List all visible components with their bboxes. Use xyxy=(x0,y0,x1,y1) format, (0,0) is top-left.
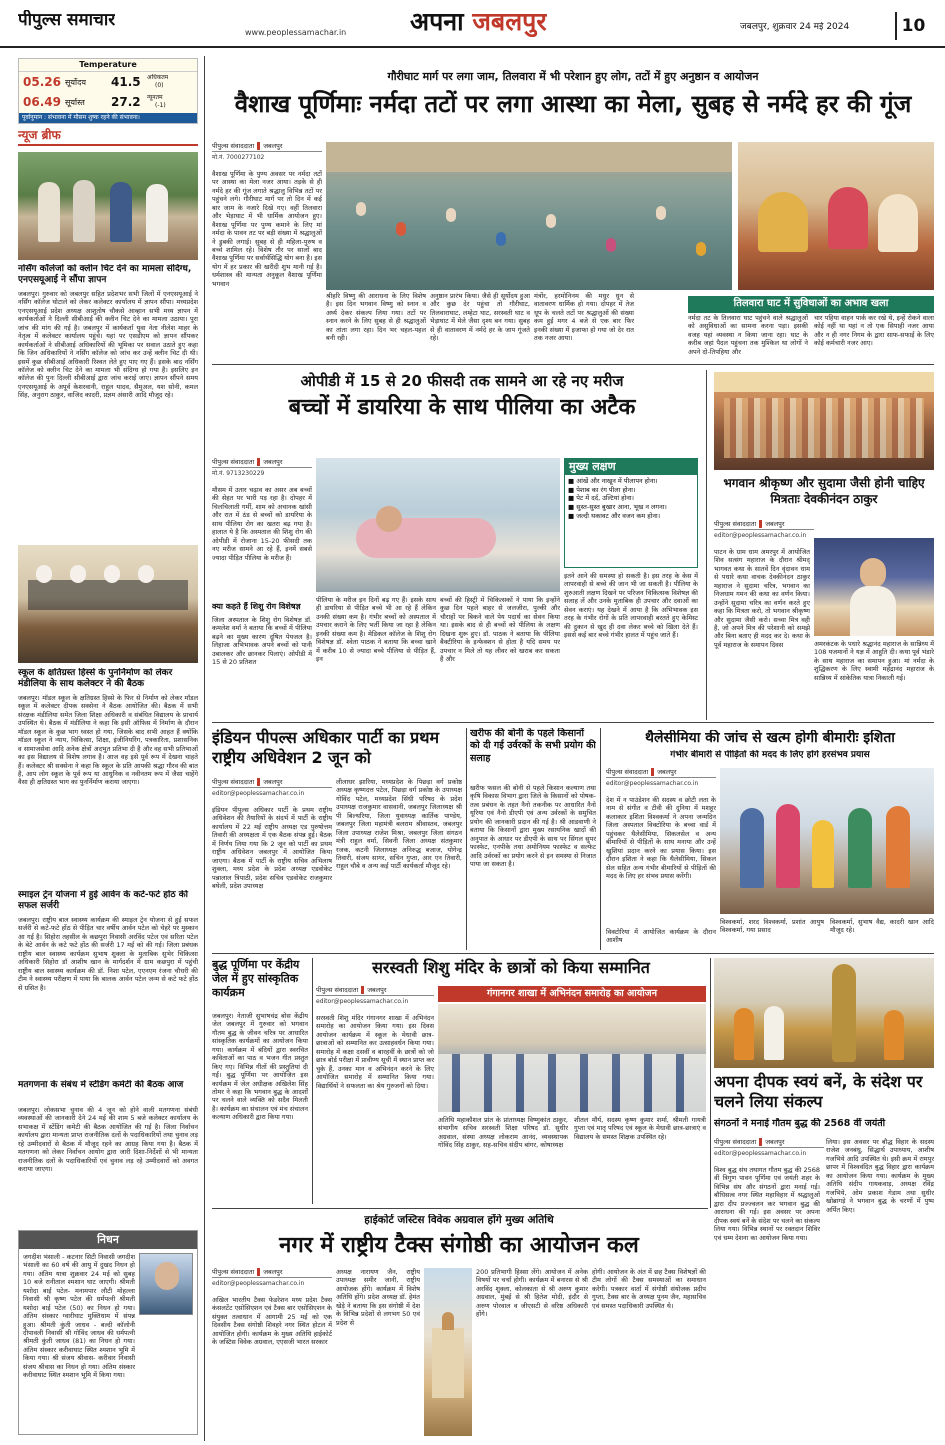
model-school-meeting-photo xyxy=(18,545,198,663)
thalassemia-city: जबलपुर xyxy=(657,768,677,776)
buddha-statue-photo xyxy=(714,958,934,1068)
deepak-kicker: संगठनों ने मनाई गौतम बुद्ध की 2568 वीं जयंती xyxy=(714,1118,886,1129)
tax-col2: अध्यक्ष नारायण जैन, राष्ट्रीय उपाध्यक्ष समीर जानी, राष्ट्रीय आयोजक होंगे। कार्यक्रम में विशेष अतिथि होंगे। प्रदेश अध्यक्ष डॉ. हेमंत खेड़े ने बताया कि इस संगोष्ठी में देश के विभिन्न प्रदेशों से लगभग 50 एवं प्रदेश से xyxy=(336,1268,420,1327)
thalassemia-email: editor@peoplessamachar.co.in xyxy=(606,780,699,788)
min-temp-label: न्यूनतम xyxy=(147,94,163,101)
obituary-title: निधन xyxy=(19,1231,197,1249)
lead-col3: अनुष्ठान प्रारंभ किया। जैसे ही सूर्योदय हुआ और कुछ देर पहुंचा तो गौरीघाट, तिलवाराघाट, लम्हेटा घाट, सरस्वती घाट व भेड़ाघाट में मेले जैसा दृश्य बन गया। सुबह से ही वातावरण में नर्मदे हर के जाप गूंजते रहे। xyxy=(430,292,530,343)
health-kicker: ओपीडी में 15 से 20 फीसदी तक सामने आ रहे नए मरीज xyxy=(300,372,624,390)
devkinandan-portrait xyxy=(814,538,934,636)
thalassemia-photo xyxy=(720,768,934,914)
obituary-text: जगदीश भंसाली - कटनार सिटी निवासी जगदीश भंसाली का 60 वर्ष की आयु में दुखद निधन हो गया। अंतिम यात्रा शुक्रवार 24 मई को सुबह 10 बजे रानीताल श्मशान घाट जाएगी। श्रीमती यशोदा बाई पटेल- मनामपार लौटी मोहल्ला निवासी श्री कृष्ण पटेल की धर्मपत्नी श्रीमती यशोदा बाई पटेल (50) का निधन हो गया। अंतिम संस्कार ग्वारीघाट मुक्तिधाम में संपन्न हुआ। श्रीमती कुंती जाधव - बल्दी कॉलोनी दीपावली निवासी श्री गोविंद जाधव की धर्मपत्नी श्रीमती कुंती जाधव (81) का निधन हो गया। अंतिम संस्कार करीवाघाट स्थित श्मशान भूमि में किया गया। श्री संजय श्रीवास- करीवार निवासी संजय श्रीवास का निधन हो गया। अंतिम संस्कार करीवाघाट स्थित श्मशान भूमि में किया गया। xyxy=(23,1253,135,1380)
jail-body: जबलपुर। नेताजी सुभाषचंद्र बोस केंद्रीय जेल जबलपुर में गुरुवार को भगवान गौतम बुद्ध के जीवन चरित्र पर आधारित सांस्कृतिक कार्यक्रमों का आयोजन किया गया। कार्यक्रम में बंदियों द्वारा स्वरचित कविताओं का पाठ व भजन गीत प्रस्तुत किए गए। विभिन्न गीतों की प्रस्तुतियां दी गईं। बुद्ध पूर्णिमा पर आयोजित इस कार्यक्रम में जेल अधीक्षक अखिलेश सिंह तोमर ने कहा कि भगवान बुद्ध के आदर्शों पर चलने वाले व्यक्ति को सदैव मिलती है। कार्यक्रम का संचालन एवं मंच संचालन कल्याण अधिकारी द्वारा किया गया। xyxy=(212,1012,308,1122)
tax-email: editor@peoplessamachar.co.in xyxy=(212,1280,305,1288)
lead-mobile: मो.नं. 7000277102 xyxy=(212,154,265,162)
lead-headline: वैशाख पूर्णिमाः नर्मदा तटों पर लगा आस्था का मेला, सुबह से नर्मदे हर की गूंज xyxy=(234,90,912,118)
devki-reporter: पीपुल्स संवाददाता xyxy=(714,520,757,528)
weather-box xyxy=(18,58,198,124)
max-temp-label: अधिकतम xyxy=(147,74,169,81)
brief-item4-body: जबलपुर। लोकसभा चुनाव की 4 जून को होने वाली मतगणना संबंधी व्यवस्थाओं की जानकारी देने 24 मई की शाम 5 बजे कलेक्टर कार्यालय के सभाकक्ष में स्टेंडिंग कमेटी की बैठक आयोजित की गई है। जिला निर्वाचन कार्यालय द्वारा मान्यता प्राप्त राजनीतिक दलों के पदाधिकारियों तथा चुनाव लड़ रहे उम्मीदवारों से बैठक में मौजूद रहने का आग्रह किया गया है। बैठक में मतगणना को लेकर निर्वाचन आयोग द्वारा जारी दिशा-निर्देशों से भी मान्यता राजनीतिक दलों के पदाधिकारियों एवं चुनाव लड़ रहे उम्मीदवारों को अवगत कराया जाएगा। xyxy=(18,1106,198,1174)
lead-col1: वैशाख पूर्णिमा के पुण्य अवसर पर नर्मदा तटों पर आस्था का मेला नजर आया। तड़के से ही नर्मदे हर की गूंज लगाते श्रद्धालु विभिन्न तटों पर पहुंचने लगे। गौरीघाट मार्ग पर तो दिन में कई बार जाम के नजारे दिखे गए। वहीं तिलवारा और भेड़ाघाट में भी धार्मिक आयोजन हुए। वैशाख पूर्णिमा पर पुण्य कमाने के लिए मां नर्मदा के पावन तट पर बड़ी संख्या में श्रद्धालुओं ने डुबकी लगाई। सुबह से ही महिला-पुरुष व बच्चे शामिल रहे। विशेष तौर पर सालों बाद वैशाख पूर्णिमा पर सर्वार्थसिद्धि योग बना है। इस योग में हर प्रकार की खरीदी शुभ मानी गई है। धर्मशास्त्र की मान्यता अनुकूल वैशाख पूर्णिमा भगवान xyxy=(212,170,322,288)
ipap-headline: इंडियन पीपल्स अधिकार पार्टी का प्रथम राष्ट्रीय अधिवेशन 2 जून को xyxy=(212,728,440,767)
section-title xyxy=(410,6,547,37)
tax-reporter: पीपुल्स संवाददाता xyxy=(212,1268,255,1276)
tax-city: जबलपुर xyxy=(263,1268,283,1276)
weather-forecast: पूर्वानुमान : संभावना में मौसम शुष्क रहने की संभावना। xyxy=(19,113,198,123)
deepak-col1: विश्व बुद्ध संघ तथागत गौतम बुद्ध की 2568 वीं त्रिगुण पावन पूर्णिमा एवं जयंती शहर के विभिन्न संघ और संगठनों द्वारा मनाई गई। बौधिसत्व नगर स्थित महाविहार में श्रद्धालुओं द्वारा दीप प्रज्ज्वलन कर भगवान बुद्ध की आराधना की गई। इस अवसर पर अपना दीपक स्वयं बनें के संदेश पर चलने का संकल्प लिया गया। विभिन्न स्थानों पर रक्तदान शिविर एवं धम्म देशना का आयोजन किया गया। xyxy=(714,1166,820,1242)
symptom-item: ■ जल्दी थकावट और वजन कम होना। xyxy=(568,511,661,520)
health-mobile: मो.नं. 9713230229 xyxy=(212,470,265,478)
brief-item2-headline: स्कूल के क्षतिग्रस्त हिस्से के पुनर्निर्माण को लेकर मंडीलिया के साथ कलेक्टर ने की बैठक xyxy=(18,668,173,690)
tilwara-sidebox-col2: चार पहिया वाहन पार्क कर रखे थे, इन्हें रोकने वाला कोई नहीं था यहां न तो एक सिपाही नजर आया और न ही नगर निगम के द्वारा साफ-सफाई के लिए कोई कर्मचारी नजर आए। xyxy=(814,314,934,348)
devki-col1: पाटन के ग्राम धाम अमरपुर में आयोजित शिव सत्संग महाराज के दौरान श्रीमद् भागवत कथा के सातवें दिन वृंदावन धाम से पधारे कथा वाचक देवकीनंदन ठाकुर महाराज ने सुदामा चरित्र, भगवान का निजधाम गमन की कथा का वर्णन किया। उन्होंने सुदामा चरित्र का वर्णन करते हुए कहा कि मित्रता करो, तो भगवान श्रीकृष्ण और सुदामा जैसी करो। सच्चा मित्र वही है, जो अपने मित्र की परेशानी को समझे और बिना बताए ही मदद कर दे। कथा के पूर्व महाराज के समापन दिवस xyxy=(714,548,810,649)
symptoms-list xyxy=(565,475,697,523)
thalassemia-caption2: विश्वकर्मा, सुभाष वैद्य, कादरी खान आदि मौजूद रहे। xyxy=(830,918,934,935)
page-number: 10 xyxy=(895,12,930,40)
tilwara-sidebox-col1: नर्मदा तट के तिलवारा घाट पहुंचने वाले श्रद्धालुओं को असुविधाओं का सामना करना पड़ा। इसकी वजह यहां व्यवस्था न किया जाना रहा। घाट के करीब जहां पैदल पहुंचना तक मुश्किल था लोगों ने अपने दो-तिपहिया और xyxy=(688,314,808,356)
website-url: www.peoplessamachar.in xyxy=(245,28,347,37)
health-byline xyxy=(212,458,312,481)
narmada-bathing-photo xyxy=(326,142,732,290)
weather-title: Temperature xyxy=(19,59,197,72)
lead-byline xyxy=(212,142,322,165)
ipap-email: editor@peoplessamachar.co.in xyxy=(212,790,305,798)
devki-col2: अमरकंटक के पधारे श्रद्धानंद महाराज के सान्निध्य में 108 यजमानों ने यज्ञ में आहुति दी। कथा पूर्व भंडारे के साथ महाराज का समापन हुआ। मां नर्मदा के शुद्धिकरण के लिए स्वामी महेंद्रानंद महाराज के सान्निध्य में सांकेतिक यात्रा निकाली गई। xyxy=(814,640,934,682)
devki-city: जबलपुर xyxy=(765,520,785,528)
thalassemia-byline xyxy=(606,768,716,791)
health-col4: इतने आने की समस्या हो सकती है। इस तरह के केस में लापरवाही से बच्चे की जान भी जा सकती है। पीलिया के शुरुआती लक्षण दिखने पर परिजन चिकित्सक विशेषज्ञ की सलाह लें और उनके मुताबिक ही उपचार और दवाओं का सेवन कराएं। यह देखने में आया है कि अभिभावक इस तरह के गंभीर रोगों के प्रति लापरवाही बरतते हुए केमिस्ट की दुकान से खुद ही दवा लेकर बच्चे को खिला देते हैं। इससे कई बार बच्चे गंभीर हालत में पहुंच जाते हैं। xyxy=(564,572,698,640)
max-temp: 41.5 xyxy=(111,75,141,89)
brand-logo: पीपुल्स समाचार xyxy=(18,10,116,30)
section-title-part-a: अपना xyxy=(410,7,464,36)
tax-headline: नगर में राष्ट्रीय टैक्स संगोष्ठी का आयोजन कल xyxy=(279,1233,639,1258)
deepak-city: जबलपुर xyxy=(765,1138,785,1146)
high-court-photo xyxy=(424,1268,472,1436)
devki-headline: भगवान श्रीकृष्ण और सुदामा जैसी होनी चाहिए मित्रताः देवकीनंदन ठाकुर xyxy=(723,476,925,506)
issue-date: जबलपुर, शुक्रवार 24 मई 2024 xyxy=(740,22,850,32)
lead-reporter: पीपुल्स संवाददाता xyxy=(212,142,255,150)
obituary-box xyxy=(18,1230,198,1435)
lead-city: जबलपुर xyxy=(263,142,283,150)
brief-item4-headline: मतगणना के संबंध में स्टेंडिंग कमेटी की बैठक आज xyxy=(18,1080,184,1090)
masthead xyxy=(0,0,945,48)
tax-col1: अखिल भारतीय टैक्स फेडरेशन मध्य प्रदेश टैक्स कंसलटेंट एसोसिएशन एवं टैक्स बार एसोसिएशन के संयुक्त तत्वाधान में आगामी 25 मई को एक दिवसीय टैक्स संगोष्ठी शिवहरे नगर स्थित होटल में आयोजित होगी। कार्यक्रम के मुख्य अतिथि हाईकोर्ट के जस्टिस विवेक अग्रवाल, एएसजी भारत सरकार xyxy=(212,1296,332,1347)
saraswati-banner: गंगानगर शाखा में अभिनंदन समारोह का आयोजन xyxy=(438,986,706,1002)
jail-headline: बुद्ध पूर्णिमा पर केंद्रीय जेल में हुए सांस्कृतिक कार्यक्रम xyxy=(212,958,300,999)
devki-byline xyxy=(714,520,814,543)
brief-item1-body: जबलपुर। गुरुवार को जबलपुर सहित प्रदेशभर सभी जिलों में एनएसयूआई ने नर्सिंग कॉलेज घोटाले को लेकर कलेक्टर कार्यालय में ज्ञापन सौंपा। मध्यप्रदेश एनएसयूआई प्रदेश अध्यक्ष आशुतोष चौकसे आव्हान सभी मध्य ज्ञापन में कार्यकर्ताओं ने दिल्ली सीबीआई की क्लीन चिट देने का मामला उठाया। पूरा जांच की मांग की गई है। जबलपुर में कार्यकर्ता युवा नेता नीलेश माहर के नेतृत्व में कलेक्टर कार्यालय पहुंचे। यहां पर एसडीएम को ज्ञापन सौंपकर कार्यकर्ताओं ने सीबीआई अधिकारियों की भूमिका पर सवाल उठाते हुए कहा कि जिन अधिकारियों ने नर्सिंग कॉलेज को जांच कर उन्हें क्लीन चिट दी थी। इसमें कुछ सीबीआई अधिकारी रिश्वत लेते हुए पाए गए हैं। इसके बाद नर्सिंग कॉलेज को क्लीन चिट देने का मामला भी संदिग्ध हो गया है। इसलिए इन कॉलेज की पुनः दिल्ली सीबीआई द्वारा जांच कराई जाए। ज्ञापन सौंपने समय एनएसयूआई के अपूर्व केशरवानी, राहुल यादव, सैमुअल, यश सोनी, कमल सिंह, अनुराग ठाकुर, वाजिद कादरी, प्रज्ञम अंसारी आदि मौजूद रहे। xyxy=(18,290,198,400)
ipap-city: जबलपुर xyxy=(263,778,283,786)
min-temp: 27.2 xyxy=(111,95,141,109)
thalassemia-col2: विक्टोरिया में आयोजित कार्यक्रम के दौरान आशीष xyxy=(606,928,716,945)
child-patient-photo xyxy=(316,458,560,592)
brief-item2-body: जबलपुर। मॉडल स्कूल के क्षतिग्रस्त हिस्से के फिर से निर्माण को लेकर मॉडल स्कूल में कलेक्टर दीपक सक्सेना ने बैठक आयोजित की। बैठक में सभी संरक्षक मंडीलिया समेत जिला शिक्षा अधिकारी व संबंधित विद्यालय के प्राचार्य उपस्थित थे। बैठक में मंडीलिया ने कहा कि इसी ऑफिस में निर्माण के दौरान मॉडल स्कूल के कुछ भाग ध्वस्त हो गया, जिसके बाद सभी आहत हैं क्योंकि मॉडल स्कूल ने न्याय, चिकित्सा, शिक्षा, इंजीनियरिंग, पत्रकारिता, प्रशासनिक व सामाजसेवा आदि अनेक क्षेत्रों अदभुत प्रतिभा दी है और वह सभी प्रतिभाओं का इस विद्यालय से विशेष लगाव है। आज वह इसे पूर्व रूप में देखना चाहते हैं। कलेक्टर श्री सक्सेना ने कहा कि स्कूल के प्रति आपकी श्रद्धा गौरव की बात है, आप लोग स्कूल के पूर्व रूप या आधुनिक व नवीनतम रूप में जैसा चाहेंगे वैसा ही क्षतिग्रस्त भाग का पुनर्निर्माण कराया जाएगा। xyxy=(18,694,198,787)
ipap-col1: इंडियन पीपुल्स अधिकार पार्टी के प्रथम राष्ट्रीय अधिवेशन की तैयारियों के संदर्भ में पार्टी के राष्ट्रीय कार्यालय में 22 मई राष्ट्रीय अध्यक्ष एड पुरुषोत्तम तिवारी की अध्यक्षता में एक बैठक संपन्न हुई। बैठक में निर्णय लिया गया कि 2 जून को पार्टी का प्रथम राष्ट्रीय अधिवेशन जबलपुर में आयोजित किया जाएगा। बैठक में पार्टी के राष्ट्रीय सचिव अभिलाष शुक्ला, मध्य प्रदेश के प्रदेश अध्यक्ष एडवोकेट पन्नालाल त्रिपाठी, प्रदेश सचिव एडवोकेट राजकुमार बघेली, प्रदेश उपाध्यक्ष xyxy=(212,806,332,890)
brief-item3-headline: स्माइल ट्रेन योजना में हुई आर्वन के कटे-फटे होंठ की सफल सर्जरी xyxy=(18,890,188,912)
thalassemia-col1: देश में न पाउंडेशन की सदस्य व छोटी लता के नाम से संगीत व टीवी की दुनिया में मशहूर कलाकार इशिता विश्वकर्मा ने अपना जन्मदिन जिला अस्पताल विक्टोरिया के बच्चा वार्ड में पहुंचकर थैलेसीमिया, सिकलसेल व अन्य बीमारियों से पीड़ितों के साथ मनाया और उन्हें खुशियां प्रदान करने का प्रयास किया। इस दौरान इशिता ने कहा कि थैलेसीमिया, सिकल सेल सहित अन्य गंभीर बीमारियों से पीड़ितों की मदद के लिए हर संभव प्रयास करेंगी। xyxy=(606,796,716,880)
ghat-ritual-photo xyxy=(738,142,934,290)
saraswati-reporter: पीपुल्स संवाददाता xyxy=(316,986,359,994)
thalassemia-reporter: पीपुल्स संवाददाता xyxy=(606,768,649,776)
deepak-byline xyxy=(714,1138,824,1161)
kharif-headline: खरीफ की बोनी के पहले किसानों को दी गई उर्वरकों के सभी प्रयोग की सलाह xyxy=(470,728,596,764)
lead-col2: श्रीहरि विष्णु की आराधना के लिए विशेष है। इस दिन भगवान विष्णु को स्नान व अर्घ्य देकर संकल्प लिया गया। तटों पर स्नान करने के लिए सुबह से ही श्रद्धालुओं का तांता लगा रहा। दिन भर चहल-पहल बनी रही। xyxy=(326,292,426,343)
crowd-photo xyxy=(714,372,934,470)
thalassemia-caption1: विश्वकर्मा, शरद विश्वकर्मा, प्रशांत आयुष विश्वकर्मा, गया प्रसाद xyxy=(720,918,824,935)
thalassemia-kicker: गंभीर बीमारी से पीड़ितों की मदद के लिए होंगे हरसंभव प्रयास xyxy=(670,750,870,760)
sunset-time: 06.49 xyxy=(23,95,61,109)
min-temp-delta: (-1) xyxy=(155,102,166,109)
saraswati-col3: शीतल मौर्य, सदस्य कृष्ण कुमार शर्मा, श्रीमती गायत्री गुप्ता एवं मातृ परिषद एवं स्कूल के मेधावी छात्र-छात्राएं व विद्यालय के समस्त शिक्षक उपस्थित रहे। xyxy=(574,1116,706,1141)
nsui-photo xyxy=(18,152,198,260)
devki-email: editor@peoplessamachar.co.in xyxy=(714,532,807,540)
symptom-item: ■ सुस्त-सुस्त बुखार आना, भूख न लगना। xyxy=(568,503,667,512)
health-city: जबलपुर xyxy=(263,458,283,466)
saraswati-col1: सरस्वती शिशु मंदिर गंगानगर शाखा में अभिनंदन समारोह का आयोजन किया गया। इस दिवस आयोजन कार्यक्रम में स्कूल के मेधावी छात्र-छात्राओं को सम्मानित कर उत्साहवर्धन किया गया। समारोह में कक्षा दसवीं व बारहवीं के छात्रों को जो छात्र बोर्ड परीक्षा में प्रावीण्य सूची में स्थान प्राप्त कर चुके हैं, उनका मान व अभिनंदन करने के लिए आयोजित समारोह में सम्मानित किया गया। विद्यार्थियों ने सफलता का श्रेय गुरुजनों को दिया। xyxy=(316,1014,434,1090)
health-col2: पीलिया के मरीज इन दिनों बढ़ गए हैं। इसके साथ ही डायरिया से पीड़ित बच्चे भी आ रहे हैं लेकिन उनकी संख्या कम है। गंभीर बच्चों को अस्पताल में उपचार कराने के लिए भर्ती किया जा रहा है लेकिन इनकी संख्या कम है। मेडिकल कॉलेज के शिशु रोग विशेषज्ञ डॉ. श्वेता पाठक ने बताया कि बच्चा खाने में करीब 10 से ज्यादा बच्चे पीलिया से पीड़ित हैं, इन xyxy=(316,596,436,664)
news-brief-title: न्यूज ब्रीफ xyxy=(18,128,198,146)
ipap-byline xyxy=(212,778,332,801)
kharif-body: खरीफ फसल की बोनी से पहले किसान कल्याण तथा कृषि विकास विभाग द्वारा जिले के किसानों को पोषक-तत्व प्रबंधन के तहत नैनो तकनीक पर आधारित नैनो यूरिया एवं नैनो डीएपी एवं अन्य उर्वरकों के समुचित प्रयोग की जानकारी प्रदान की गई है। श्री आडवाणी ने बताया कि किसानों द्वारा मुख्य रसायनिक खादों की अनुपात के आधार पर डीएपी के साथ पर सिंगल सुपर फास्फेट, एनपीके तथा अमोनियम फास्फेट व सल्फेट आदि उर्वरकों का प्रयोग करने से इन समस्या से निजात पाया जा सकता है। xyxy=(470,784,596,868)
health-col1: मौसम में उतार चढ़ाव का असर अब बच्चों की सेहत पर भारी पड़ रहा है। दोपहर में चिलचिलाती गर्मी, शाम को अचानक खांसी और रात में ठंड से बच्चों को डायरिया के साथ पीलिया रोग का खतरा बढ़ गया है। हालात ये है कि अस्पताल की शिशु रोग की ओपीडी में रोजाना 15-20 फीसदी तक नए मरीज सामने आ रहे हैं, इनमें सबसे ज्यादा पीड़ित पीलिया के मरीज हैं। xyxy=(212,486,312,562)
obituary-portrait xyxy=(139,1253,193,1315)
saraswati-city: जबलपुर xyxy=(367,986,387,994)
thalassemia-headline: थैलेसीमिया की जांच से खत्म होगी बीमारीः इशिता xyxy=(645,730,895,746)
tilwara-sidebox-title: तिलवारा घाट में सुविधाओं का अभाव खला xyxy=(688,296,934,313)
brief-item1-headline: नर्सिंग कॉलेजों को क्लीन चिट देने का मामला संदिग्ध, एनएसयूआई ने सौंपा ज्ञापन xyxy=(18,264,192,286)
saraswati-email: editor@peoplessamachar.co.in xyxy=(316,998,409,1006)
symptom-item: ■ आंखें और नाखून में पीलापन होना। xyxy=(568,476,658,485)
students-group-photo xyxy=(438,1004,706,1112)
deepak-reporter: पीपुल्स संवाददाता xyxy=(714,1138,757,1146)
health-col3: बच्चों की हिस्ट्री में चिकित्सकों ने पाया कि इन्होंने कुछ दिन पहले बाहर से जलजीरा, पुल्की और चौराहों पर बिकने वाले पेय पदार्थ का सेवन किया था। इसके बाद से ही बच्चों को पीलिया के लक्षण दिखना शुरू हुए। डॉ. पाठक ने बताया कि पीलिया बैक्टीरिया के इन्फेक्शन से होता है यदि समय पर उपचार न मिले तो यह लीवर को खराब कर सकता है और xyxy=(440,596,560,664)
health-col1b: जिला अस्पताल के शिशु रोग विशेषज्ञ डॉ. कमलेश वर्मा ने बताया कि बच्चों में पीलिया बढ़ने का मुख्य कारण दूषित पेयजल है। लिहाजा अभिभावक अपने बच्चों को पानी उबालकर और छानकर पिलाएं। ओपीडी में 15 से 20 प्रतिशत xyxy=(212,616,312,667)
health-headline: बच्चों में डायरिया के साथ पीलिया का अटैक xyxy=(288,395,636,420)
saraswati-col2: अतिथि महाकौशल प्रांत के प्रांताध्यक्ष विष्णुकांत ठाकुर, संभागीय सचिव सरस्वती शिक्षा परिषद डॉ. सुधीर अग्रवाल, संस्था अध्यक्ष लोकराम आनंद, व्यवस्थापक गोविंद सिंह ठाकुर, सह-सचिव संदीप बांगर, कोषाध्यक्ष xyxy=(438,1116,568,1150)
brief-item3-body: जबलपुर। राष्ट्रीय बाल स्वास्थ्य कार्यक्रम की स्माइल ट्रेन योजना से हुई सफल सर्जरी से कटे-फटे होंठ से पीड़ित चार वर्षीय आर्वन पटेल को चेहरे पर मुस्कान आ गई है। सिहोरा तहसील के कछपुरा निवासी अरविंद पटेल एवं सरिता पटेल के बेटे आर्वन के कटे फटे होंठ की सर्जरी 17 मई को की गई। जिला प्रबंधक राष्ट्रीय बाल स्वास्थ्य कार्यक्रम सुभाष शुक्ला के मुताबिक सुभेर चिकित्सा अधिकारी सिहोरा डॉ आशीष खान के मार्गदर्शन में ग्राम कछपुरा में पहुंची राष्ट्रीय बाल स्वास्थ्य कार्यक्रम की डॉ. निशा पटेल, एएनएम रंजना चौधरी की टीम ने स्वास्थ्य परीक्षण में पाया कि बालक आर्वन पटेल जन्म से कटे फटे होंठ से ग्रसित है। xyxy=(18,916,198,992)
max-temp-delta: (0) xyxy=(155,82,164,89)
health-subhead: क्या कहते हैं शिशु रोग विशेषज्ञ xyxy=(212,602,301,611)
ipap-reporter: पीपुल्स संवाददाता xyxy=(212,778,255,786)
tax-kicker: हाईकोर्ट जस्टिस विवेक अग्रवाल होंगे मुख्य अतिथि xyxy=(364,1214,554,1226)
tax-col3: 200 प्रतिभागी हिस्सा लेंगे। आयोजन में अनेक विषयों पर चर्चा होगी। कार्यक्रम में बनारस से श्री अरविंद शुक्ला, कोलकाता से श्री अरुण कुमार अग्रवाल, मुंबई से श्री हितेश मोदी, इंदौर से अरुण पोरवाल व जीएसटी से वरिष्ठ अधिकारी होंगे। xyxy=(476,1268,588,1319)
sunrise-time: 05.26 xyxy=(23,75,61,89)
section-title-part-b: जबलपुर xyxy=(472,7,547,36)
sunset-label: सूर्यास्त xyxy=(65,98,85,107)
sunrise-label: सूर्योदय xyxy=(65,78,87,87)
deepak-email: editor@peoplessamachar.co.in xyxy=(714,1150,807,1158)
saraswati-headline: सरस्वती शिशु मंदिर के छात्रों को किया सम्मानित xyxy=(372,958,650,977)
lead-col4: मंत्रोंर, हरमोनिनम की मधुर धुन से वातावरण धार्मिक हो गया। दोपहर में तेज धूप के चलते तटों पर श्रद्धालुओं की संख्या कम हुई मगर 4 बजे से एक बार फिर इनकी संख्या में इजाफा हो गया जो देर रात तक नजर आया। xyxy=(534,292,634,343)
symptoms-box xyxy=(564,458,698,568)
deepak-headline: अपना दीपक स्वयं बनें, के संदेश पर चलने लिया संकल्प xyxy=(714,1072,923,1111)
health-reporter: पीपुल्स संवाददाता xyxy=(212,458,255,466)
tax-col4: होगी। आयोजन के अंत में छह टैक्स विशेषज्ञों की टीम लोगों की टैक्स समस्याओं का समाधान करेगी। पत्रकार वार्ता में संगोष्ठी संयोजक प्रदीप गुप्ता, टैक्स बार के अध्यक्ष पूनम जैन, महासचिव एवं समस्त पदाधिकारी उपस्थित थे। xyxy=(592,1268,706,1310)
tilwara-sidebox xyxy=(688,296,934,360)
saraswati-byline xyxy=(316,986,434,1009)
symptom-item: ■ पेशाब का रंग पीला होना। xyxy=(568,485,636,494)
ipap-col2: लीलाधर झारिया, मध्यप्रदेश के पिछड़ा वर्ग प्रकोष्ठ अध्यक्ष कृष्णदत्त पटेल, पिछड़ा वर्ग प्रकोष्ठ के उपाध्यक्ष गोविंद पटेल, मध्यप्रदेश सिंधी परिषद के प्रदेश उपाध्यक्ष राजकुमार वासवानी, जबलपुर जिलाध्यक्ष श्री पी बिल्थरिया, जिला युवाध्यक्ष कार्तिक पाण्डेय, जबलपुर जिला महामंत्री बलराम श्रीवास्तव, जबलपुर जिला उपाध्यक्ष राजेश मिश्रा, जबलपुर जिला संगठन मंत्री राहुल वर्मा, सिवनी जिला अध्यक्ष संतकुमार रजक, कटनी जिलाध्यक्ष अनिरुद्ध बजाज, योगेन्द्र तिवारी, संजय सागर, सचिन गुप्ता, आर एन तिवारी, राहुल चौबे व अन्य कई पार्टी कार्यकर्ता मौजूद रहे। xyxy=(336,778,462,871)
lead-kicker: गौरीघाट मार्ग पर लगा जाम, तिलवारा में भी परेशान हुए लोग, तटों में हुए अनुष्ठान व आयोजन xyxy=(387,70,759,83)
symptoms-title: मुख्य लक्षण xyxy=(565,459,697,475)
symptom-item: ■ पेट में दर्द, उल्टियां होना। xyxy=(568,494,635,503)
deepak-col2: लिया। इस अवसर पर बौद्ध विहार के सदस्य राजेश जनबंधु, सिद्धार्थ उपाध्याय, आशीष गजभिये आदि उपस्थित थे। इसी क्रम में रामपुर छापर में विश्ववंदित बुद्ध विहार द्वारा कार्यक्रम का आयोजन किया गया। कार्यक्रम के मुख्य अतिथि संदीप गायकवाड़, अध्यक्ष रविंद्र गजभिये, ओम प्रकाश गेडाम तथा सुधीर खोब्रागड़े ने भगवान बुद्ध के चरणों में पुष्प अर्पित किए। xyxy=(826,1138,934,1214)
tax-byline xyxy=(212,1268,332,1291)
